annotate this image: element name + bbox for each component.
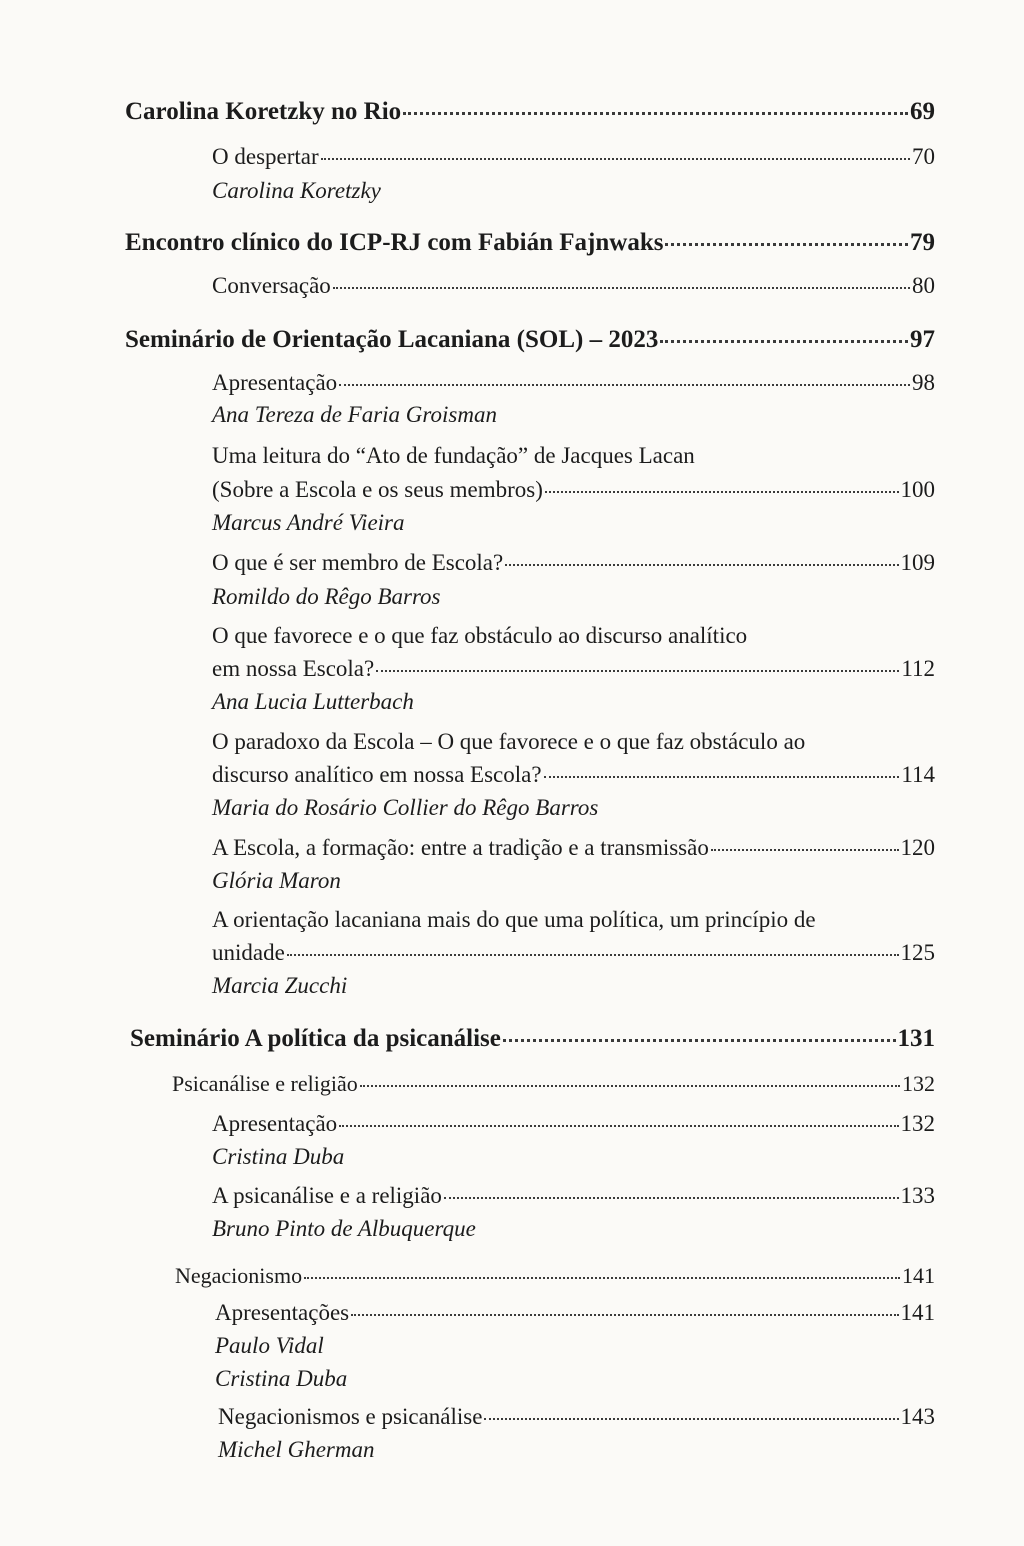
- page-number: 125: [900, 940, 935, 965]
- section-title: Seminário de Orientação Lacaniana (SOL) – 2023: [125, 326, 659, 353]
- section-title: Encontro clínico do ICP-RJ com Fabián Fajnwaks: [125, 229, 664, 256]
- entry-title: Apresentação: [212, 1111, 338, 1136]
- entry-title-line: A orientação lacaniana mais do que uma política, um princípio de: [212, 907, 816, 932]
- toc-section: [125, 326, 935, 354]
- dot-leader: [376, 670, 899, 672]
- dot-leader: [660, 340, 908, 343]
- dot-leader: [505, 564, 898, 566]
- dot-leader: [484, 1418, 898, 1420]
- entry-title: A Escola, a formação: entre a tradição e a transmissão: [212, 835, 709, 860]
- toc-entry: [218, 1404, 935, 1430]
- entry-author: Marcus André Vieira: [212, 510, 405, 535]
- page-number: 70: [912, 144, 935, 169]
- page-number: 131: [897, 1025, 935, 1052]
- dot-leader: [339, 384, 910, 386]
- entry-author: Ana Lucia Lutterbach: [212, 689, 414, 714]
- entry-title: Conversação: [212, 273, 331, 298]
- toc-entry: [215, 1300, 935, 1326]
- toc-entry: [212, 144, 935, 170]
- entry-title: O despertar: [212, 144, 319, 169]
- entry-author: Bruno Pinto de Albuquerque: [212, 1216, 476, 1241]
- toc-section: [130, 1025, 935, 1053]
- entry-author: Maria do Rosário Collier do Rêgo Barros: [212, 795, 599, 820]
- entry-author: Cristina Duba: [212, 1144, 345, 1169]
- dot-leader: [665, 243, 908, 246]
- dot-leader: [544, 776, 900, 778]
- toc-entry: [212, 656, 935, 682]
- dot-leader: [287, 954, 899, 956]
- page-number: 97: [910, 326, 935, 353]
- page-number: 132: [900, 1111, 935, 1136]
- page-number: 133: [900, 1183, 935, 1208]
- section-title: Seminário A política da psicanálise: [130, 1025, 501, 1052]
- section-title: Carolina Koretzky no Rio: [125, 98, 402, 125]
- entry-title: discurso analítico em nossa Escola?: [212, 762, 542, 787]
- dot-leader: [360, 1085, 900, 1087]
- dot-leader: [503, 1039, 896, 1042]
- dot-leader: [711, 849, 899, 851]
- entry-title: O que é ser membro de Escola?: [212, 550, 504, 575]
- subsection-title: Psicanálise e religião: [172, 1071, 358, 1096]
- entry-author: Ana Tereza de Faria Groisman: [212, 402, 497, 427]
- page-number: 80: [912, 273, 935, 298]
- entry-author: Glória Maron: [212, 868, 341, 893]
- entry-title-line: O paradoxo da Escola – O que favorece e o que faz obstáculo ao: [212, 729, 806, 754]
- toc-entry: [212, 1183, 935, 1209]
- toc-subsection: [175, 1263, 935, 1289]
- page-number: 112: [901, 656, 935, 681]
- page-number: 132: [902, 1071, 935, 1096]
- toc-entry: [212, 477, 935, 503]
- page-number: 109: [900, 550, 935, 575]
- dot-leader: [333, 287, 910, 289]
- dot-leader: [339, 1125, 898, 1127]
- dot-leader: [351, 1314, 898, 1316]
- page-number: 100: [900, 477, 935, 502]
- page-number: 79: [910, 229, 935, 256]
- entry-title: em nossa Escola?: [212, 656, 375, 681]
- entry-title: Apresentação: [212, 370, 338, 395]
- toc-entry: [212, 1111, 935, 1137]
- page-number: 141: [902, 1263, 935, 1288]
- entry-title: unidade: [212, 940, 285, 965]
- toc-entry: [212, 835, 935, 861]
- dot-leader: [304, 1277, 900, 1279]
- page-number: 114: [901, 762, 935, 787]
- entry-author: Marcia Zucchi: [212, 973, 348, 998]
- toc-entry: [212, 762, 935, 788]
- entry-title: Apresentações: [215, 1300, 350, 1325]
- toc-entry: [212, 550, 935, 576]
- toc-section: [125, 98, 935, 126]
- entry-title: Negacionismos e psicanálise: [218, 1404, 483, 1429]
- toc-subsection: [172, 1071, 935, 1097]
- page-number: 98: [912, 370, 935, 395]
- entry-author: Michel Gherman: [218, 1437, 375, 1462]
- entry-title: A psicanálise e a religião: [212, 1183, 442, 1208]
- dot-leader: [545, 491, 899, 493]
- page-number: 143: [900, 1404, 935, 1429]
- entry-author: Carolina Koretzky: [212, 178, 381, 203]
- entry-author: Paulo Vidal: [215, 1333, 324, 1358]
- dot-leader: [403, 112, 908, 115]
- dot-leader: [444, 1197, 899, 1199]
- dot-leader: [321, 158, 910, 160]
- toc-section: [125, 229, 935, 257]
- toc-entry: [212, 273, 935, 299]
- subsection-title: Negacionismo: [175, 1263, 303, 1288]
- entry-title-line: Uma leitura do “Ato de fundação” de Jacques Lacan: [212, 443, 695, 468]
- toc-entry: [212, 370, 935, 396]
- entry-title: (Sobre a Escola e os seus membros): [212, 477, 543, 502]
- entry-title-line: O que favorece e o que faz obstáculo ao discurso analítico: [212, 623, 748, 648]
- page-number: 120: [900, 835, 935, 860]
- entry-author: Cristina Duba: [215, 1366, 348, 1391]
- page-number: 141: [900, 1300, 935, 1325]
- page-number: 69: [910, 98, 935, 125]
- toc-entry: [212, 940, 935, 966]
- entry-author: Romildo do Rêgo Barros: [212, 584, 441, 609]
